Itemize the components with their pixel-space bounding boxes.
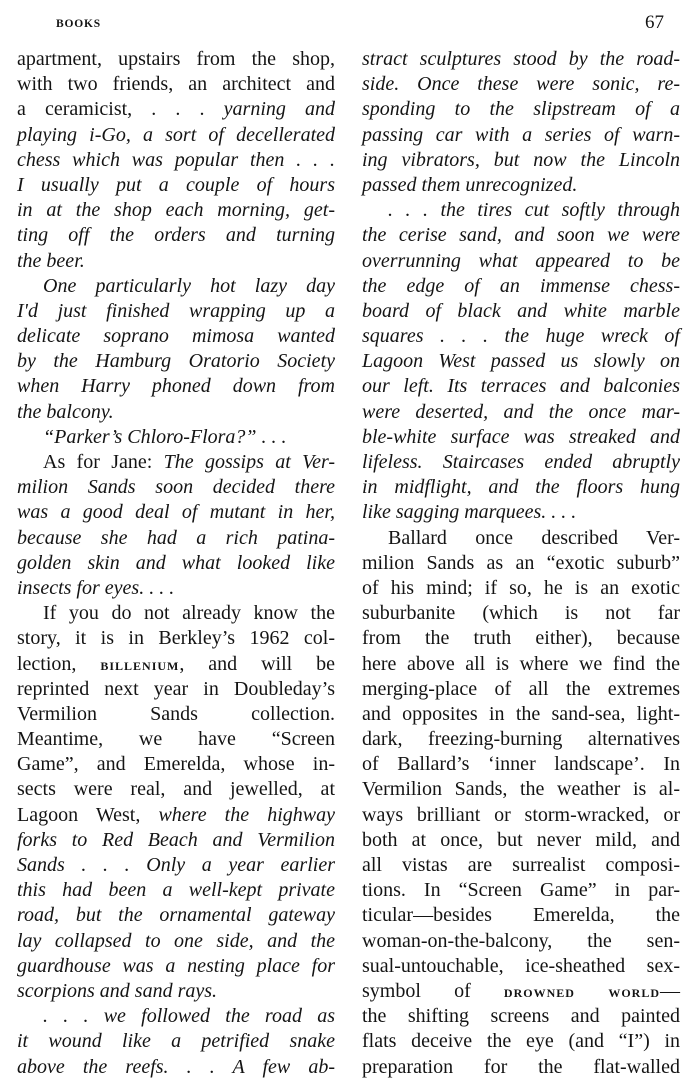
text-line — [362, 702, 680, 727]
text-line — [17, 173, 335, 198]
title-small-caps: billenium — [100, 654, 180, 674]
text-line — [362, 1004, 680, 1029]
text-line — [362, 500, 680, 525]
text-line — [362, 929, 680, 954]
text-segment: sual-untouchable, ice-sheathed sex- — [362, 954, 680, 977]
page-number: 67 — [645, 12, 664, 33]
text-segment: reprinted next year in Doubleday’s — [17, 677, 335, 700]
text-segment: As for Jane: — [43, 451, 164, 473]
text-segment: story, it is in Berkley’s 1962 col- — [17, 627, 335, 650]
text-segment: overrunning what appeared to be — [362, 249, 680, 272]
text-segment: passing car with a series of warn- — [362, 123, 680, 146]
text-line — [362, 601, 680, 626]
text-line — [362, 148, 680, 173]
text-segment: the beer. — [17, 249, 85, 272]
text-line — [362, 853, 680, 878]
text-segment: . . . we followed the road as — [43, 1005, 335, 1028]
text-line — [17, 1004, 335, 1029]
text-line — [17, 349, 335, 374]
text-segment: ing vibrators, but now the Lincoln — [362, 148, 680, 171]
text-line — [362, 198, 680, 223]
text-segment: Meantime, we have “Screen — [17, 728, 335, 751]
text-line — [17, 223, 335, 248]
text-segment: forks to Red Beach and Vermilion — [17, 828, 335, 851]
text-segment: “Parker’s Chloro-Flora?” . . . — [43, 425, 287, 448]
text-segment: chess which was popular then . . . — [17, 148, 335, 171]
text-segment: tions. In “Screen Game” in par- — [362, 879, 680, 902]
text-segment: this had been a well-kept private — [17, 879, 335, 902]
text-segment: sects were real, and jewelled, at — [17, 778, 335, 801]
text-line — [17, 450, 335, 475]
text-line — [17, 853, 335, 878]
text-line — [362, 677, 680, 702]
text-segment: I usually put a couple of hours — [17, 173, 335, 196]
text-line — [17, 425, 335, 450]
text-segment: from the truth either), because — [362, 627, 680, 650]
text-line — [362, 752, 680, 777]
text-segment: The gossips at Ver- — [163, 451, 335, 473]
text-segment: Vermilion Sands collection. — [17, 702, 335, 725]
text-segment: it wound like a petrified snake — [17, 1030, 335, 1053]
text-line — [17, 828, 335, 853]
text-segment: board of black and white marble — [362, 299, 680, 322]
text-segment: lection, — [17, 652, 101, 675]
text-line — [362, 97, 680, 122]
text-segment: milion Sands soon decided there — [17, 476, 335, 499]
text-segment: merging-place of all the extremes — [362, 677, 680, 700]
text-segment: insects for eyes. . . . — [17, 576, 175, 599]
text-segment: a ceramicist, . . . — [17, 98, 224, 121]
title-small-caps: drowned world — [503, 981, 660, 1001]
text-segment: were deserted, and the once mar- — [362, 400, 680, 423]
text-line — [17, 727, 335, 752]
text-segment: scorpions and sand rays. — [17, 979, 218, 1002]
text-segment: playing i-Go, a sort of decellerated — [17, 123, 335, 146]
text-segment: apartment, upstairs from the shop, — [17, 48, 335, 70]
text-segment: of his mind; if so, he is an exotic — [362, 576, 680, 599]
text-line — [362, 828, 680, 853]
text-line — [17, 123, 335, 148]
text-segment: yarning and — [223, 98, 335, 121]
text-segment: in at the shop each morning, get- — [17, 199, 335, 222]
text-line — [362, 475, 680, 500]
text-segment: passed them unrecognized. — [362, 173, 578, 196]
text-line — [17, 702, 335, 727]
text-line — [362, 400, 680, 425]
text-line — [362, 1055, 680, 1080]
text-line — [17, 626, 335, 651]
text-segment: above the reefs. . . A few ab- — [17, 1055, 335, 1078]
text-segment: the shifting screens and painted — [362, 1005, 680, 1028]
text-line — [17, 777, 335, 802]
text-segment: the cerise sand, and soon we were — [362, 224, 680, 247]
left-column — [17, 47, 335, 1080]
text-line — [362, 727, 680, 752]
running-head: BOOKS — [56, 18, 101, 30]
text-segment: milion Sands as an “exotic suburb” — [362, 551, 680, 574]
text-line — [17, 148, 335, 173]
text-segment: ticular—besides Emerelda, the — [362, 904, 680, 927]
text-segment: suburbanite (which is not far — [362, 602, 680, 625]
text-segment: side. Once these were sonic, re- — [362, 73, 680, 96]
text-segment: lay collapsed to one side, and the — [17, 929, 335, 952]
text-segment: I'd just finished wrapping up a — [17, 299, 335, 322]
text-segment: — — [660, 979, 680, 1002]
text-line — [362, 1029, 680, 1054]
text-segment: stract sculptures stood by the road- — [362, 48, 680, 70]
text-line — [362, 526, 680, 551]
right-column — [362, 47, 680, 1080]
text-segment: and opposites in the sand-sea, light- — [362, 702, 680, 725]
text-line — [362, 903, 680, 928]
text-line — [17, 274, 335, 299]
text-segment: If you do not already know the — [43, 602, 335, 625]
text-segment: by the Hamburg Oratorio Society — [17, 350, 335, 373]
text-segment: ble-white surface was streaked and — [362, 425, 680, 448]
text-line — [362, 274, 680, 299]
text-line — [17, 97, 335, 122]
text-line — [17, 601, 335, 626]
text-segment: Ballard once described Ver- — [388, 526, 680, 549]
text-line — [17, 803, 335, 828]
text-segment: all vistas are surrealist composi- — [362, 854, 680, 876]
text-segment: Lagoon West, — [17, 803, 159, 826]
text-segment: in midflight, and the floors hung — [362, 476, 680, 499]
text-segment: golden skin and what looked like — [17, 551, 335, 574]
text-segment: sponding to the slipstream of a — [362, 98, 680, 121]
text-line — [17, 551, 335, 576]
text-line — [362, 72, 680, 97]
text-segment: where the highway — [158, 803, 335, 826]
text-line — [362, 299, 680, 324]
text-segment: Vermilion Sands, the weather is al- — [362, 778, 680, 801]
text-line — [362, 979, 680, 1004]
text-line — [362, 223, 680, 248]
text-line — [17, 576, 335, 601]
text-segment: delicate soprano mimosa wanted — [17, 325, 335, 348]
text-line — [362, 425, 680, 450]
text-segment: both at once, but never mild, and — [362, 828, 680, 851]
text-segment: of Ballard’s ‘inner landscape’. In — [362, 753, 680, 776]
text-segment: when Harry phoned down from — [17, 375, 335, 398]
text-line — [17, 72, 335, 97]
text-line — [17, 249, 335, 274]
text-line — [362, 803, 680, 828]
text-line — [17, 198, 335, 223]
text-segment: was a good deal of mutant in her, — [17, 501, 335, 524]
text-line — [362, 173, 680, 198]
text-segment: our left. Its terraces and balconies — [362, 375, 680, 398]
text-line — [362, 551, 680, 576]
text-line — [17, 374, 335, 399]
text-line — [17, 1055, 335, 1080]
text-line — [17, 878, 335, 903]
text-line — [362, 576, 680, 601]
text-line — [17, 47, 335, 72]
text-line — [362, 349, 680, 374]
text-line — [17, 677, 335, 702]
text-segment: ting off the orders and turning — [17, 224, 335, 247]
text-line — [362, 374, 680, 399]
text-segment: with two friends, an architect and — [17, 73, 335, 96]
text-line — [362, 123, 680, 148]
text-line — [17, 752, 335, 777]
text-line — [362, 954, 680, 979]
text-line — [362, 777, 680, 802]
text-segment: the edge of an immense chess- — [362, 274, 680, 297]
text-segment: guardhouse was a nesting place for — [17, 954, 335, 977]
text-line — [17, 475, 335, 500]
text-line — [362, 249, 680, 274]
text-segment: flats deceive the eye (and “I”) in — [362, 1030, 680, 1053]
text-segment: , and will be — [179, 652, 335, 675]
text-line — [17, 954, 335, 979]
text-segment: road, but the ornamental gateway — [17, 904, 335, 927]
text-segment: dark, freezing-burning alternatives — [362, 728, 680, 751]
text-line — [17, 400, 335, 425]
text-line — [17, 903, 335, 928]
text-line — [362, 47, 680, 72]
text-segment: ways brilliant or storm-wracked, or — [362, 803, 680, 826]
text-segment: . . . the tires cut softly through — [388, 199, 680, 222]
text-segment: here above all is where we find the — [362, 652, 680, 675]
text-segment: Lagoon West passed us slowly on — [362, 350, 680, 373]
text-segment: symbol of — [362, 979, 504, 1002]
text-line — [362, 324, 680, 349]
text-line — [362, 626, 680, 651]
text-line — [17, 979, 335, 1004]
text-segment: squares . . . the huge wreck of — [362, 325, 680, 348]
text-segment: the balcony. — [17, 400, 114, 423]
text-line — [17, 299, 335, 324]
text-segment: woman-on-the-balcony, the sen- — [362, 929, 680, 952]
text-line — [17, 500, 335, 525]
text-line — [362, 450, 680, 475]
text-line — [362, 652, 680, 677]
text-segment: One particularly hot lazy day — [43, 274, 335, 297]
text-line — [362, 878, 680, 903]
text-segment: like sagging marquees. . . . — [362, 501, 577, 524]
text-line — [17, 526, 335, 551]
text-line — [17, 324, 335, 349]
text-line — [17, 1029, 335, 1054]
text-segment: preparation for the flat-walled — [362, 1055, 680, 1078]
text-line — [17, 652, 335, 677]
text-segment: Sands . . . Only a year earlier — [17, 854, 335, 876]
text-segment: Game”, and Emerelda, whose in- — [17, 753, 335, 776]
text-segment: because she had a rich patina- — [17, 526, 335, 549]
text-segment: lifeless. Staircases ended abruptly — [362, 451, 680, 473]
text-line — [17, 929, 335, 954]
